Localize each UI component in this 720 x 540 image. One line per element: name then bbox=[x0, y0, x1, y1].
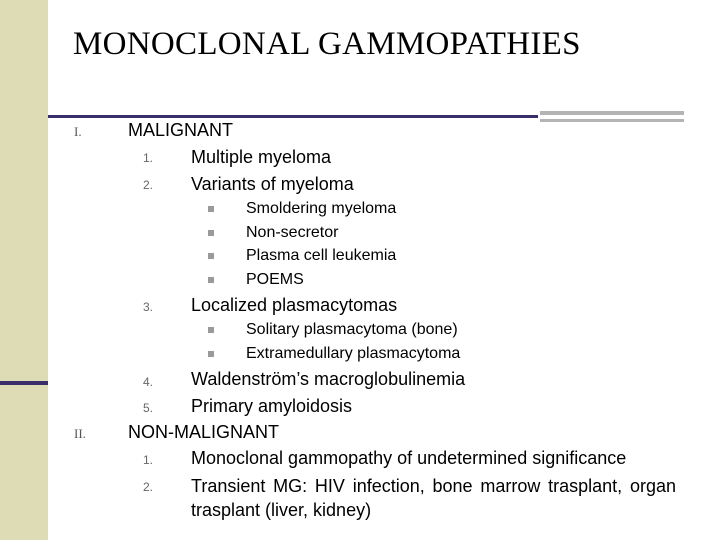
square-bullet-icon bbox=[208, 230, 214, 236]
section-heading: NON-MALIGNANT bbox=[128, 422, 280, 442]
list-number: 5. bbox=[143, 401, 154, 415]
list-item: Waldenström’s macroglobulinemia bbox=[191, 369, 466, 389]
list-number: 1. bbox=[143, 453, 154, 467]
square-bullet-icon bbox=[208, 351, 214, 357]
list-item: Localized plasmacytomas bbox=[191, 295, 398, 315]
square-bullet-icon bbox=[208, 327, 214, 333]
sub-list-item: Non-secretor bbox=[246, 224, 339, 241]
left-band-accent-line bbox=[0, 381, 48, 385]
list-item: Transient MG: HIV infection, bone marrow trasplant, organ trasplant (liver, kidney) bbox=[191, 476, 676, 520]
title-underline-dark bbox=[48, 115, 538, 118]
title-underline-grey-top bbox=[540, 111, 684, 115]
section-numeral: II. bbox=[74, 426, 86, 441]
square-bullet-icon bbox=[208, 277, 214, 283]
list-item: Multiple myeloma bbox=[191, 147, 332, 167]
list-number: 4. bbox=[143, 375, 154, 389]
title-underline-grey-bottom bbox=[540, 119, 684, 122]
sub-list-item: Plasma cell leukemia bbox=[246, 247, 397, 264]
sub-list-item: Solitary plasmacytoma (bone) bbox=[246, 321, 458, 338]
sub-list-item: Smoldering myeloma bbox=[246, 200, 397, 217]
list-number: 2. bbox=[143, 178, 154, 192]
section-heading: MALIGNANT bbox=[128, 120, 234, 140]
list-item: Monoclonal gammopathy of undetermined significance bbox=[191, 448, 627, 468]
sub-list-item: POEMS bbox=[246, 271, 304, 288]
list-number: 1. bbox=[143, 151, 154, 165]
list-number: 2. bbox=[143, 480, 154, 494]
list-item: Variants of myeloma bbox=[191, 174, 354, 194]
sub-list-item: Extramedullary plasmacytoma bbox=[246, 345, 461, 362]
section-numeral: I. bbox=[74, 124, 82, 139]
square-bullet-icon bbox=[208, 206, 214, 212]
slide-title: MONOCLONAL GAMMOPATHIES bbox=[73, 26, 581, 62]
left-decorative-band bbox=[0, 0, 48, 540]
list-number: 3. bbox=[143, 300, 154, 314]
square-bullet-icon bbox=[208, 253, 214, 259]
list-item: Primary amyloidosis bbox=[191, 396, 353, 416]
